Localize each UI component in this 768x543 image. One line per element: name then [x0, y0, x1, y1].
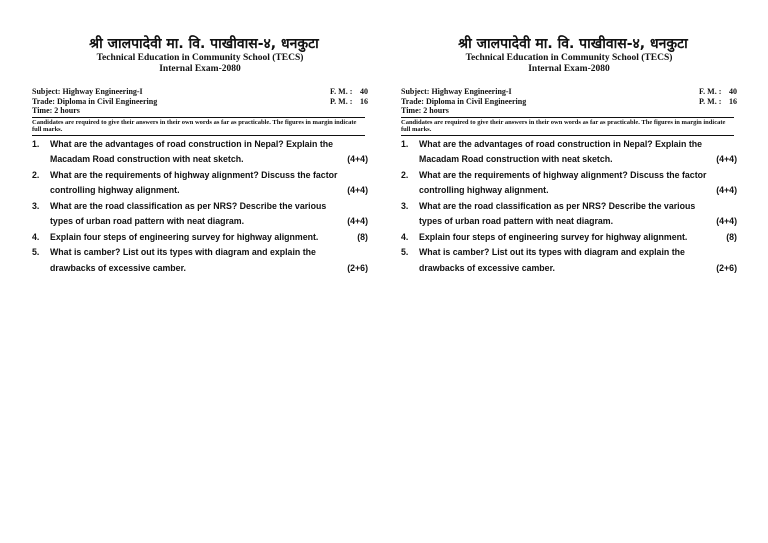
question-text-cont: Macadam Road construction with neat sketch.	[419, 154, 613, 164]
trade-text: Trade: Diploma in Civil Engineering	[401, 96, 527, 106]
question-marks: (8)	[357, 231, 368, 242]
pass-marks	[699, 97, 737, 107]
question-item	[401, 168, 737, 199]
exam-paper-right	[401, 36, 737, 276]
question-text-cont: controlling highway alignment.	[50, 185, 180, 195]
divider-line	[401, 135, 734, 136]
question-marks: (2+6)	[347, 262, 368, 273]
question-text: What is camber? List out its types with diagram and explain the	[419, 247, 685, 257]
question-marks: (4+4)	[716, 185, 737, 195]
question-number: 1.	[401, 138, 409, 149]
question-marks: (4+4)	[716, 154, 737, 164]
question-marks: (4+4)	[347, 185, 368, 195]
question-number: 1.	[32, 138, 40, 149]
question-marks: (4+4)	[347, 154, 368, 164]
subject-text: Subject: Highway Engineering-I	[401, 87, 512, 96]
question-text: What is camber? List out its types with diagram and explain the	[50, 247, 316, 257]
trade-text: Trade: Diploma in Civil Engineering	[32, 96, 158, 106]
question-marks: (8)	[726, 231, 737, 242]
meta-row-time	[32, 106, 368, 116]
time-text: Time: 2 hours	[401, 106, 449, 115]
question-number: 4.	[32, 231, 40, 242]
pass-marks-label: P. M. :	[699, 96, 722, 106]
instructions: Candidates are required to give their answers in their own words as far as practicable. The figures in margin indicate full marks.	[401, 117, 734, 134]
meta-row-trade	[401, 97, 737, 107]
question-text-cont: drawbacks of excessive camber.	[50, 262, 186, 273]
full-marks-label: F. M. :	[330, 87, 353, 96]
question-item	[32, 199, 368, 230]
full-marks-value: 40	[360, 87, 368, 96]
meta-row-trade	[32, 97, 368, 107]
question-item	[32, 245, 368, 276]
question-text: What are the advantages of road construction in Nepal? Explain the	[50, 138, 334, 149]
school-name-english: Technical Education in Community School (TECS)	[96, 53, 304, 63]
exam-meta	[401, 87, 737, 116]
question-number: 3.	[401, 200, 409, 211]
question-item	[32, 137, 368, 168]
time-text: Time: 2 hours	[32, 106, 80, 115]
full-marks	[330, 87, 368, 97]
question-item	[401, 230, 737, 246]
question-text: What are the requirements of highway alignment? Discuss the factor	[50, 169, 338, 180]
pass-marks-value: 16	[360, 96, 368, 106]
question-item	[401, 137, 737, 168]
subject-text: Subject: Highway Engineering-I	[32, 87, 143, 96]
full-marks	[699, 87, 737, 97]
question-marks: (4+4)	[716, 216, 737, 226]
question-text: Explain four steps of engineering survey for highway alignment.	[50, 231, 319, 242]
question-text: What are the requirements of highway alignment? Discuss the factor	[419, 169, 707, 180]
question-marks: (2+6)	[716, 262, 737, 273]
full-marks-label: F. M. :	[699, 87, 722, 96]
question-marks: (4+4)	[347, 216, 368, 226]
question-item	[401, 245, 737, 276]
full-marks-value: 40	[729, 87, 737, 96]
pass-marks-value: 16	[729, 96, 737, 106]
question-number: 5.	[401, 247, 409, 257]
question-text-cont: types of urban road pattern with neat diagram.	[419, 216, 614, 226]
school-name-english: Technical Education in Community School (TECS)	[465, 53, 673, 63]
question-list	[401, 137, 737, 277]
question-text-cont: drawbacks of excessive camber.	[419, 262, 555, 273]
pass-marks-label: P. M. :	[330, 96, 353, 106]
question-text: What are the advantages of road construction in Nepal? Explain the	[419, 138, 703, 149]
exam-title: Internal Exam-2080	[159, 64, 241, 74]
meta-row-subject	[401, 87, 737, 97]
pass-marks	[330, 97, 368, 107]
instructions: Candidates are required to give their answers in their own words as far as practicable. The figures in margin indicate full marks.	[32, 117, 365, 134]
question-item	[401, 199, 737, 230]
question-text: What are the road classification as per NRS? Describe the various	[419, 200, 696, 211]
exam-meta	[32, 87, 368, 116]
meta-row-subject	[32, 87, 368, 97]
exam-title: Internal Exam-2080	[528, 64, 610, 74]
exam-paper-left	[32, 36, 368, 276]
meta-row-time	[401, 106, 737, 116]
school-name-nepali: श्री जालपादेवी मा. वि. पाखीवास-४, धनकुटा	[89, 36, 319, 52]
question-text: Explain four steps of engineering survey for highway alignment.	[419, 231, 688, 242]
question-number: 2.	[401, 169, 409, 180]
school-name-nepali: श्री जालपादेवी मा. वि. पाखीवास-४, धनकुटा	[458, 36, 688, 52]
question-text-cont: types of urban road pattern with neat diagram.	[50, 216, 245, 226]
question-number: 3.	[32, 200, 40, 211]
question-item	[32, 168, 368, 199]
question-item	[32, 230, 368, 246]
divider-line	[32, 135, 365, 136]
question-number: 2.	[32, 169, 40, 180]
question-text: What are the road classification as per NRS? Describe the various	[50, 200, 327, 211]
question-number: 5.	[32, 247, 40, 257]
question-list	[32, 137, 368, 277]
question-text-cont: Macadam Road construction with neat sketch.	[50, 154, 244, 164]
question-number: 4.	[401, 231, 409, 242]
question-text-cont: controlling highway alignment.	[419, 185, 549, 195]
